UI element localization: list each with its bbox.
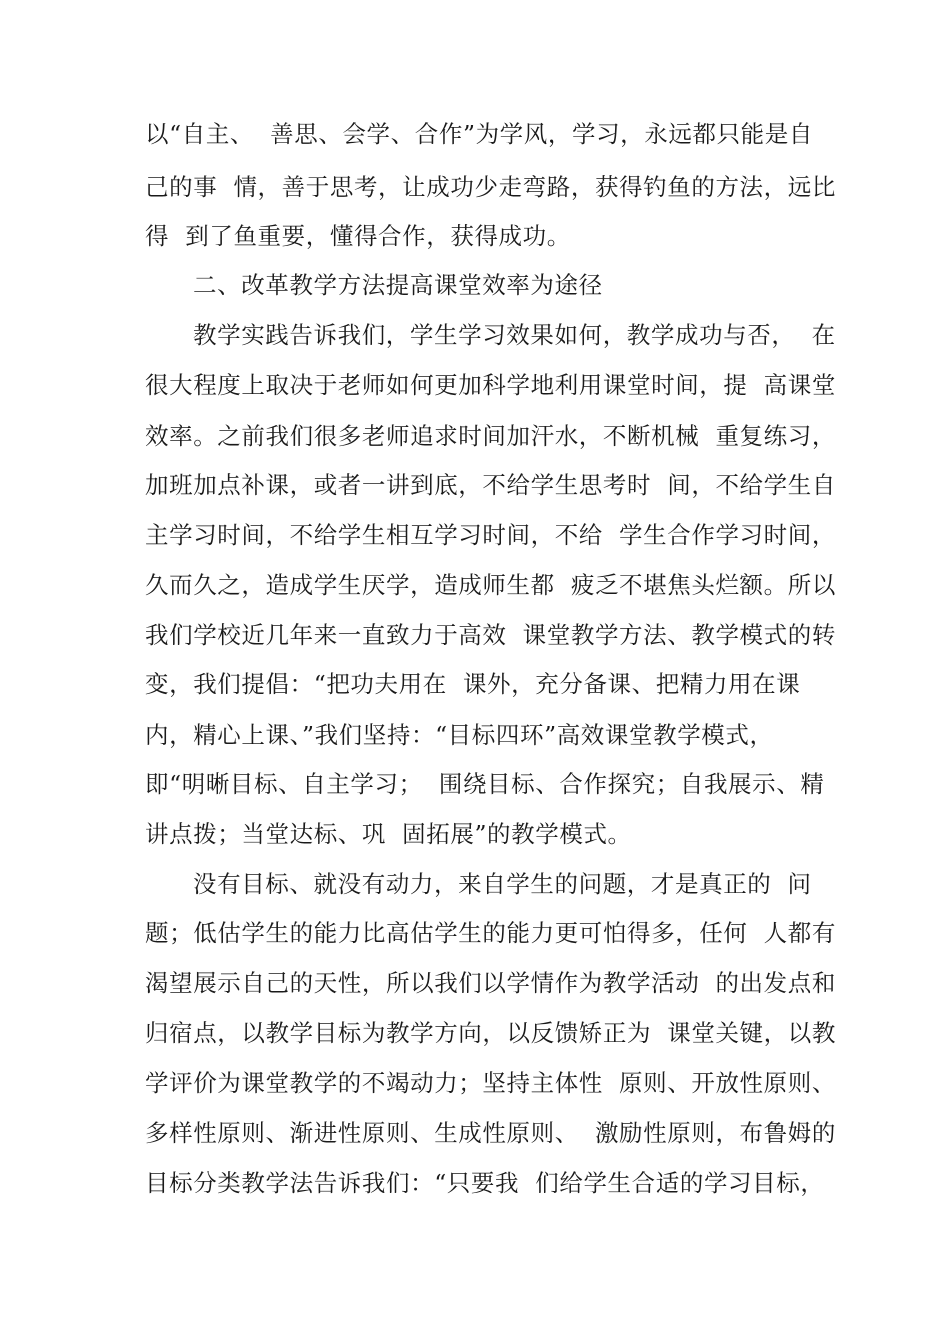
text-line: 变，我们提倡：“把功夫用在 课外，充分备课、把精力用在课 bbox=[145, 670, 801, 698]
text-line: 加班加点补课，或者一讲到底，不给学生思考时 间，不给学生自 bbox=[145, 471, 836, 499]
text-line: 内，精心上课、”我们坚持：“目标四环”高效课堂教学模式， bbox=[145, 721, 774, 749]
text-line: 题；低估学生的能力比高估学生的能力更可怕得多，任何 人都有 bbox=[145, 919, 836, 947]
text-line: 即“明晰目标、自主学习； 围绕目标、合作探究；自我展示、精 bbox=[145, 770, 825, 798]
text-line: 久而久之，造成学生厌学，造成师生都 疲乏不堪焦头烂额。所以 bbox=[145, 571, 836, 599]
text-line: 学评价为课堂教学的不竭动力；坚持主体性 原则、开放性原则、 bbox=[145, 1069, 836, 1097]
text-line: 讲点拨；当堂达标、巩 固拓展”的教学模式。 bbox=[145, 820, 632, 848]
text-line: 归宿点，以教学目标为教学方向，以反馈矫正为 课堂关键，以教 bbox=[145, 1019, 836, 1047]
text-line: 没有目标、就没有动力，来自学生的问题，才是真正的 问 bbox=[193, 870, 812, 898]
text-line: 效率。之前我们很多老师追求时间加汗水，不断机械 重复练习， bbox=[145, 422, 836, 450]
text-line: 己的事 情，善于思考，让成功少走弯路，获得钓鱼的方法，远比 bbox=[145, 173, 836, 201]
text-line: 很大程度上取决于老师如何更加科学地利用课堂时间，提 高课堂 bbox=[145, 371, 836, 399]
text-line: 我们学校近几年来一直致力于高效 课堂教学方法、教学模式的转 bbox=[145, 621, 836, 649]
text-line: 以“自主、 善思、会学、合作”为学风，学习，永远都只能是自 bbox=[145, 120, 813, 148]
text-line: 多样性原则、渐进性原则、生成性原则、 激励性原则，布鲁姆的 bbox=[145, 1119, 836, 1147]
text-line: 教学实践告诉我们，学生学习效果如何，教学成功与否， 在 bbox=[193, 321, 836, 349]
text-line: 得 到了鱼重要，懂得合作，获得成功。 bbox=[145, 222, 571, 250]
section-heading: 二、改革教学方法提高课堂效率为途径 bbox=[193, 271, 603, 299]
text-line: 主学习时间，不给学生相互学习时间，不给 学生合作学习时间， bbox=[145, 521, 836, 549]
text-line: 渴望展示自己的天性，所以我们以学情作为教学活动 的出发点和 bbox=[145, 969, 836, 997]
text-line: 目标分类教学法告诉我们：“只要我 们给学生合适的学习目标， bbox=[145, 1169, 825, 1197]
